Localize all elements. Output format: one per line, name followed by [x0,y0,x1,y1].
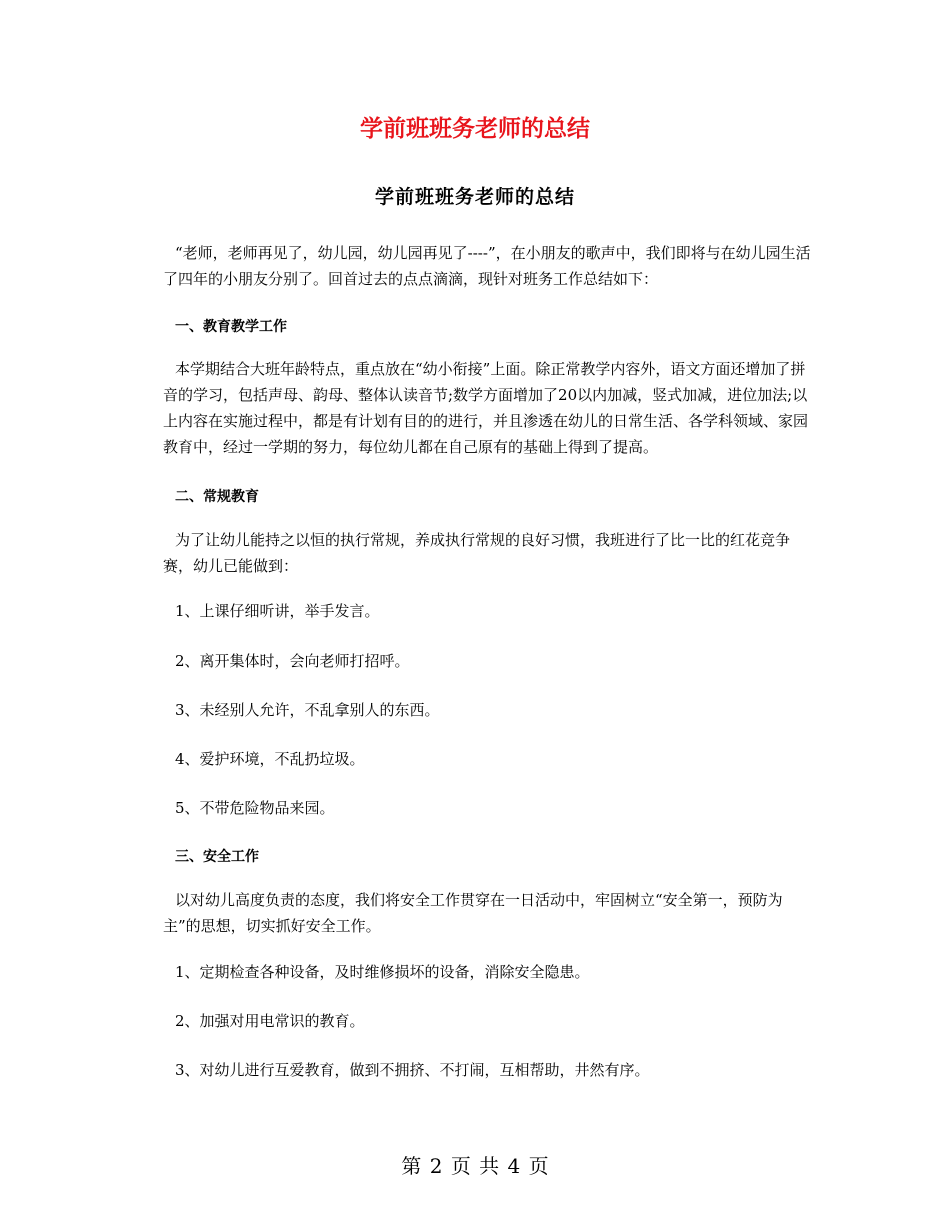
list-item: 5、不带危险物品来园。 [175,799,335,817]
section-paragraph-routine: 为了让幼儿能持之以恒的执行常规，养成执行常规的良好习惯，我班进行了比一比的红花竞争赛，幼儿已能做到： [163,531,791,575]
list-item: 1、上课仔细听讲，举手发言。 [175,602,380,620]
section-heading-teaching: 一、教育教学工作 [175,319,287,335]
list-item: 3、未经别人允许，不乱拿别人的东西。 [175,701,440,719]
list-item: 3、对幼儿进行互爱教育，做到不拥挤、不打闹，互相帮助，井然有序。 [175,1061,650,1079]
document-subtitle: 学前班班务老师的总结 [374,186,575,208]
section-paragraph-safety: 以对幼儿高度负责的态度，我们将安全工作贯穿在一日活动中，牢固树立“安全第一，预防为主”的思想，切实抓好安全工作。 [163,891,783,935]
list-item: 1、定期检查各种设备，及时维修损坏的设备，消除安全隐患。 [175,963,590,981]
intro-paragraph: “老师，老师再见了，幼儿园，幼儿园再见了----”，在小朋友的歌声中，我们即将与在幼儿园生活了四年的小朋友分别了。回首过去的点点滴滴，现针对班务工作总结如下： [163,244,811,288]
list-item: 2、加强对用电常识的教育。 [175,1012,365,1030]
section-heading-routine: 二、常规教育 [175,489,259,505]
section-heading-safety: 三、安全工作 [175,849,259,865]
section-paragraph-teaching: 本学期结合大班年龄特点，重点放在“幼小衔接”上面。除正常教学内容外，语文方面还增加了拼音的学习，包括声母、韵母、整体认读音节;数学方面增加了20以内加减，竖式加减，进位加法;以上内容在实施过程中，都是有计划有目的的进行，并且渗透在幼儿的日常生活、各学科领域、家园教育中，经过一学期的努力，每位幼儿都在自己原有的基础上得到了提高。 [163,360,809,456]
list-item: 4、爱护环境，不乱扔垃圾。 [175,750,365,768]
list-item: 2、离开集体时，会向老师打招呼。 [175,652,410,670]
document-title: 学前班班务老师的总结 [360,116,590,142]
page-number-footer: 第 2 页 共 4 页 [401,1154,549,1178]
